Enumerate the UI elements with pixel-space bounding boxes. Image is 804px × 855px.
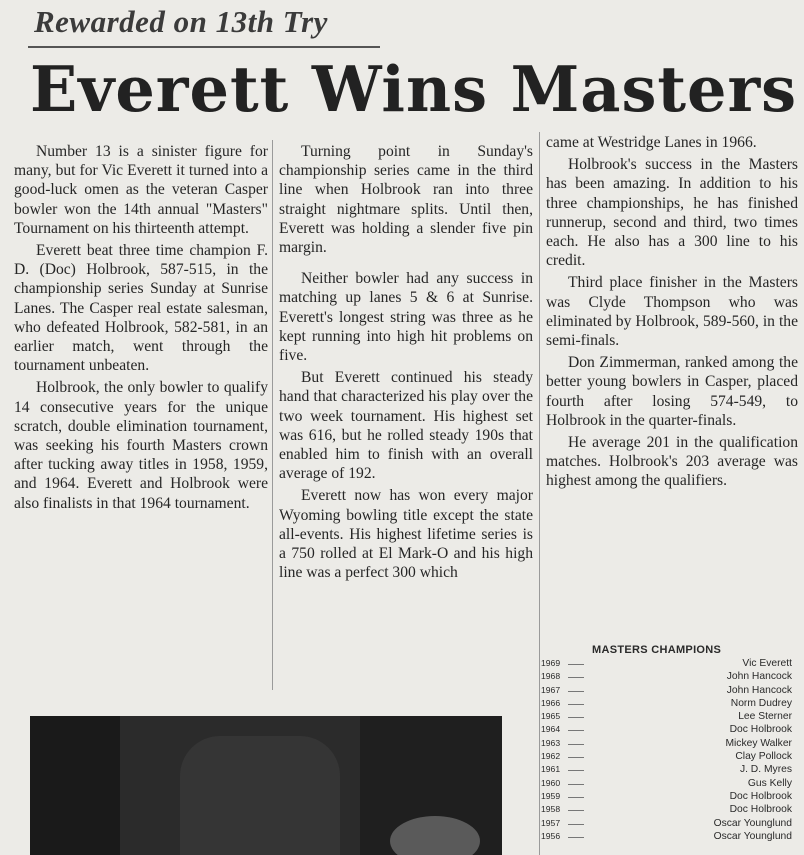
leader-line: [568, 730, 584, 731]
champions-row: [541, 763, 792, 776]
article-column-2: [279, 142, 533, 585]
leader-line: [568, 824, 584, 825]
champion-name: John Hancock: [726, 684, 792, 696]
leader-line: [568, 770, 584, 771]
kicker-rule: [28, 46, 380, 48]
champions-row: [541, 737, 792, 750]
leader-line: [568, 810, 584, 811]
column-divider: [272, 140, 273, 690]
paragraph: He average 201 in the qualification matches. Holbrook's 203 average was highest among the qualifiers.: [546, 434, 798, 490]
champion-year: 1966: [541, 697, 561, 708]
champion-year: 1960: [541, 777, 561, 788]
leader-line: [568, 797, 584, 798]
champion-name: Clay Pollock: [735, 751, 792, 763]
paragraph: But Everett continued his steady hand that characterized his play over the two week tournament. His highest set was 616, but he rolled steady 190s that enabled him to finish with an overall average of 192.: [279, 369, 533, 483]
leader-line: [568, 757, 584, 758]
champions-row: [541, 710, 792, 723]
champions-row: [541, 790, 792, 803]
leader-line: [568, 717, 584, 718]
champion-year: 1959: [541, 790, 561, 801]
photo-shadow: [30, 716, 120, 855]
paragraph: Neither bowler had any success in matching up lanes 5 & 6 at Sunrise. Everett's longest string was three as he kept running into high hit problems on five.: [279, 270, 533, 365]
champion-year: 1965: [541, 711, 561, 722]
paragraph: Everett beat three time champion F. D. (Doc) Holbrook, 587-515, in the championship series Sunday at Sunrise Lanes. The Casper real estate salesman, who defeated Holbrook, 582-581, in an earlier match, went through the tournament unbeaten.: [14, 242, 268, 375]
champion-name: Oscar Younglund: [713, 817, 792, 829]
paragraph: came at Westridge Lanes in 1966.: [546, 134, 757, 151]
champion-name: John Hancock: [726, 671, 792, 683]
leader-line: [568, 744, 584, 745]
champions-row: [541, 777, 792, 790]
column-divider: [539, 132, 540, 855]
photo-figure: [180, 736, 340, 855]
champion-year: 1964: [541, 724, 561, 735]
champion-name: Gus Kelly: [747, 777, 792, 789]
champions-row: [541, 803, 792, 816]
champions-row: [541, 817, 792, 830]
champion-year: 1967: [541, 684, 561, 695]
champion-name: J. D. Myres: [739, 764, 792, 776]
champion-name: Norm Dudrey: [730, 697, 792, 709]
article-kicker: Rewarded on 13th Try: [34, 4, 328, 39]
champions-row: [541, 697, 792, 710]
paragraph: Everett now has won every major Wyoming bowling title except the state all-events. His highest lifetime series is a 750 rolled at El Mark-O and his high line was a perfect 300 which: [279, 487, 533, 582]
champion-name: Doc Holbrook: [729, 790, 792, 802]
champion-name: Oscar Younglund: [713, 830, 792, 842]
champions-table: [541, 657, 792, 843]
leader-line: [568, 704, 584, 705]
champion-name: Mickey Walker: [725, 737, 792, 749]
article-column-1: [14, 142, 268, 516]
champion-year: 1968: [541, 671, 561, 682]
leader-line: [568, 784, 584, 785]
champion-name: Lee Sterner: [738, 711, 792, 723]
champions-row: [541, 684, 792, 697]
champions-row: [541, 657, 792, 670]
leader-line: [568, 677, 584, 678]
champion-year: 1957: [541, 817, 561, 828]
leader-line: [568, 664, 584, 665]
paragraph: Holbrook's success in the Masters has been amazing. In addition to his three championships, he has finished runnerup, second and third, two times each. He also has a 300 line to his credit.: [546, 156, 798, 270]
champion-name: Vic Everett: [742, 658, 792, 669]
champion-year: 1963: [541, 737, 561, 748]
leader-line: [568, 691, 584, 692]
paragraph: Holbrook, the only bowler to qualify 14 consecutive years for the unique scratch, double elimination tournament, was seeking his fourth Masters crown after tucking away titles in 1958, 1959, and 1964. Everett and Holbrook were also finalists in that 1964 tournament.: [14, 379, 268, 512]
champions-row: [541, 670, 792, 683]
champions-title: MASTERS CHAMPIONS: [592, 644, 722, 656]
paragraph: Third place finisher in the Masters was Clyde Thompson who was eliminated by Holbrook, 589-560, in the semi-finals.: [546, 274, 798, 350]
champions-row: [541, 830, 792, 843]
champion-name: Doc Holbrook: [729, 804, 792, 816]
champion-year: 1958: [541, 804, 561, 815]
champions-row: [541, 750, 792, 763]
champion-year: 1962: [541, 751, 561, 762]
article-column-3: [546, 133, 798, 494]
leader-line: [568, 837, 584, 838]
champions-row: [541, 723, 792, 736]
champion-name: Doc Holbrook: [729, 724, 792, 736]
champion-year: 1969: [541, 658, 561, 668]
champion-year: 1956: [541, 830, 561, 841]
champion-year: 1961: [541, 764, 561, 775]
paragraph: Number 13 is a sinister figure for many, but for Vic Everett it turned into a good-luck omen as the veteran Casper bowler won the 14th annual "Masters" Tournament on his thirteenth attempt.: [14, 143, 268, 237]
paragraph: Turning point in Sunday's championship series came in the third line when Holbrook ran into three straight nightmare splits. Until then, Everett was holding a slender five pin margin.: [279, 143, 533, 257]
article-headline: Everett Wins Masters: [30, 52, 798, 126]
article-photo: [30, 716, 502, 855]
paragraph: Don Zimmerman, ranked among the better young bowlers in Casper, placed fourth after losing 574-549, to Holbrook in the quarter-finals.: [546, 354, 798, 429]
